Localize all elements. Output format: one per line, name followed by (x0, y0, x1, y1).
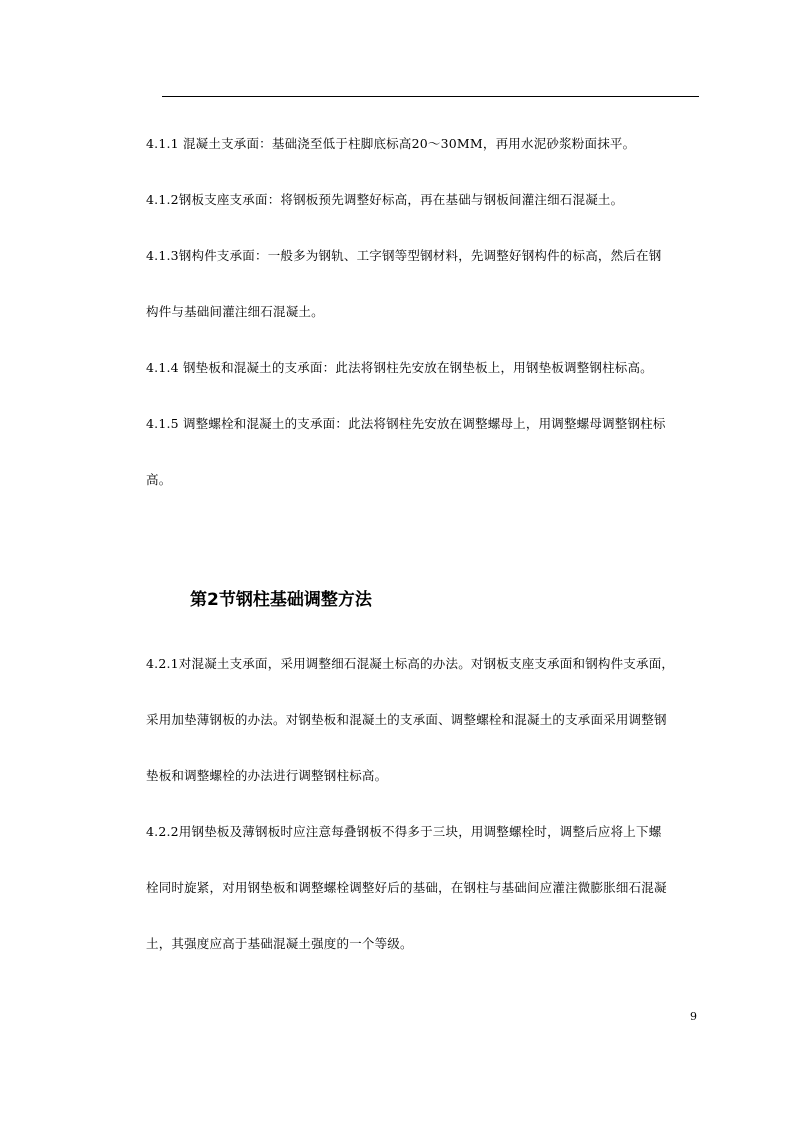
paragraph-4-1-3-line-2: 构件与基础间灌注细石混凝土。 (146, 304, 324, 319)
paragraph-4-1-5-line-2: 高。 (146, 472, 172, 487)
header-rule (162, 96, 699, 97)
paragraph-4-1-2: 4.1.2钢板支座支承面：将钢板预先调整好标高，再在基础与钢板间灌注细石混凝土。 (146, 192, 624, 207)
paragraph-4-2-2-line-2: 栓同时旋紧，对用钢垫板和调整螺栓调整好后的基础，在钢柱与基础间应灌注微膨胀细石混凝 (146, 880, 667, 895)
paragraph-4-1-5-line-1: 4.1.5 调整螺栓和混凝土的支承面：此法将钢柱先安放在调整螺母上，用调整螺母调整钢柱标 (146, 416, 666, 431)
paragraph-4-2-2-line-3: 土，其强度应高于基础混凝土强度的一个等级。 (146, 936, 413, 951)
paragraph-4-2-1-line-1: 4.2.1对混凝土支承面，采用调整细石混凝土标高的办法。对钢板支座支承面和钢构件支承面， (146, 656, 675, 671)
section-heading: 第2节钢柱基础调整方法 (190, 590, 372, 610)
paragraph-4-2-2-line-1: 4.2.2用钢垫板及薄钢板时应注意每叠钢板不得多于三块，用调整螺栓时，调整后应将上下螺 (146, 824, 662, 839)
paragraph-4-2-1-line-3: 垫板和调整螺栓的办法进行调整钢柱标高。 (146, 768, 388, 783)
paragraph-4-1-1: 4.1.1 混凝土支承面：基础浇至低于柱脚底标高20～30MM，再用水泥砂浆粉面抹平。 (146, 136, 636, 151)
page-number: 9 (690, 1010, 697, 1023)
paragraph-4-1-4: 4.1.4 钢垫板和混凝土的支承面：此法将钢柱先安放在钢垫板上，用钢垫板调整钢柱标高。 (146, 360, 653, 375)
paragraph-4-2-1-line-2: 采用加垫薄钢板的办法。对钢垫板和混凝土的支承面、调整螺栓和混凝土的支承面采用调整钢 (146, 712, 667, 727)
paragraph-4-1-3-line-1: 4.1.3钢构件支承面：一般多为钢轨、工字钢等型钢材料，先调整好钢构件的标高，然后在钢 (146, 248, 662, 263)
